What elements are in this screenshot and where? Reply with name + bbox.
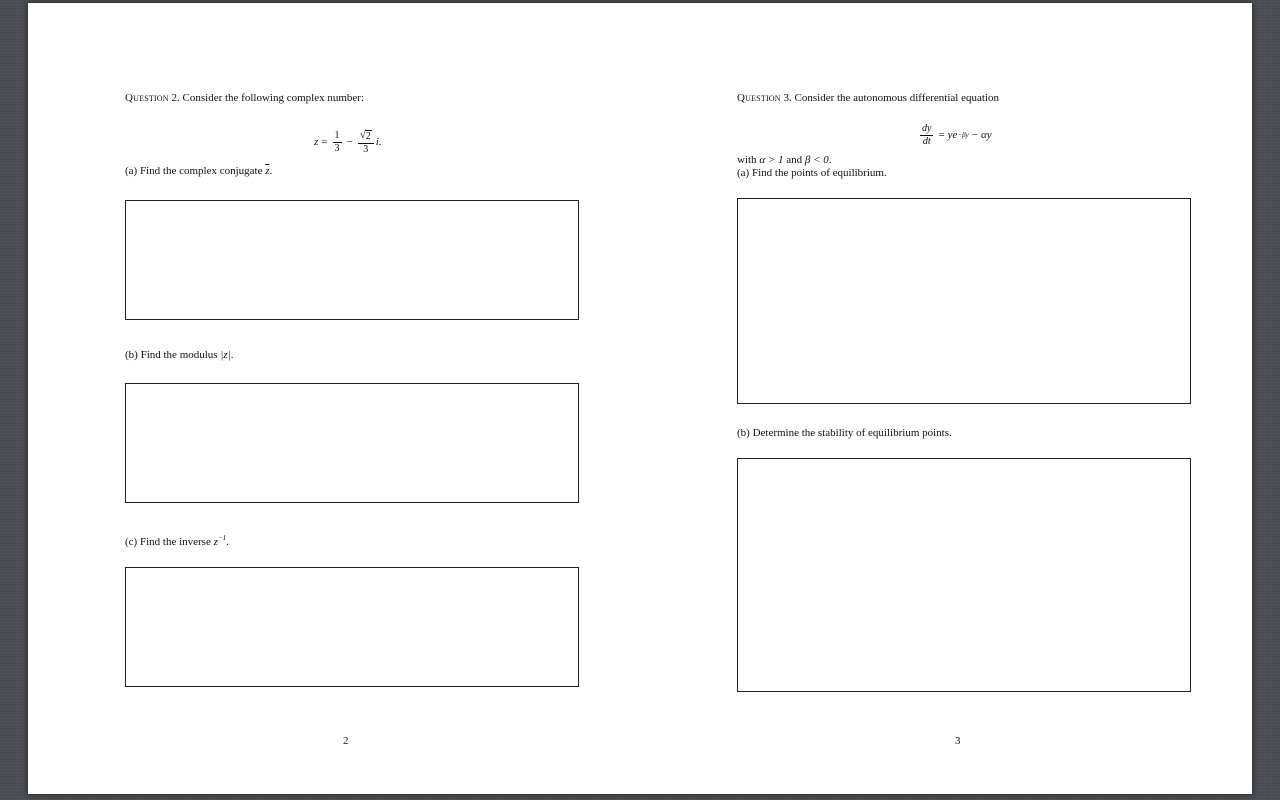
- eq-equals: =: [321, 136, 328, 148]
- eq-fraction-2: [358, 130, 374, 155]
- part-c-exponent: −1: [217, 534, 227, 542]
- eq-exponent: −βy: [957, 131, 969, 139]
- complex-number-equation: [314, 130, 382, 155]
- eq-frac1-numerator: 1: [334, 130, 340, 141]
- part-c-symbol: z: [213, 536, 218, 548]
- sqrt-sign: √: [359, 129, 366, 141]
- question-text: Consider the autonomous differential equation: [794, 92, 999, 104]
- answer-box-2c[interactable]: [125, 567, 579, 687]
- part-c-suffix: .: [226, 536, 229, 548]
- question-2-heading: [125, 91, 364, 105]
- part-b-left: [125, 348, 233, 362]
- page-number-left: 2: [343, 735, 349, 747]
- condition-beta: β < 0: [804, 154, 829, 166]
- question-label: Question: [125, 92, 169, 104]
- part-c-left: [125, 531, 229, 549]
- question-label: Question: [737, 92, 781, 104]
- eq-frac2-numerator: [358, 130, 374, 144]
- eq-frac2-denominator: 3: [363, 144, 369, 155]
- part-c-prefix: (c) Find the inverse: [125, 536, 214, 548]
- eq-suffix: i.: [375, 136, 382, 148]
- eq-derivative: [920, 124, 933, 147]
- eq-derivative-numerator: dy: [922, 123, 932, 134]
- condition-line: [737, 153, 832, 167]
- eq-frac1-denominator: 3: [334, 143, 340, 154]
- page-number-right: 3: [955, 735, 961, 747]
- eq-sqrt: [360, 130, 372, 142]
- part-a-prefix: (a) Find the complex conjugate: [125, 165, 266, 177]
- condition-suffix: .: [828, 154, 832, 166]
- part-b-prefix: (b) Find the modulus: [125, 349, 221, 361]
- differential-equation: [918, 124, 992, 147]
- answer-box-2b[interactable]: [125, 383, 579, 503]
- condition-alpha: α > 1: [759, 154, 784, 166]
- eq-term1: ye: [947, 129, 958, 141]
- sqrt-argument: 2: [365, 131, 371, 142]
- condition-and: and: [783, 154, 805, 166]
- eq-minus: −: [971, 129, 978, 141]
- eq-fraction-1: [333, 131, 342, 154]
- question-text: Consider the following complex number:: [182, 92, 364, 104]
- part-a-right: (a) Find the points of equilibrium.: [737, 167, 887, 179]
- part-a-left: [125, 164, 272, 178]
- document-spread: [28, 3, 1252, 794]
- part-b-suffix: .: [230, 349, 234, 361]
- eq-equals: =: [938, 129, 945, 141]
- question-number: 3.: [783, 92, 792, 104]
- eq-derivative-denominator: dt: [922, 136, 931, 147]
- answer-box-2a[interactable]: [125, 200, 579, 320]
- answer-box-3a[interactable]: [737, 198, 1191, 404]
- part-b-symbol: |z|: [220, 349, 231, 361]
- part-b-right: (b) Determine the stability of equilibrium points.: [737, 427, 952, 439]
- question-3-heading: [737, 91, 999, 105]
- eq-minus: −: [346, 136, 353, 148]
- answer-box-3b[interactable]: [737, 458, 1191, 692]
- part-a-symbol: $\overline{z}$: [265, 165, 270, 177]
- part-a-suffix: .: [269, 165, 273, 177]
- question-number: 2.: [171, 92, 180, 104]
- eq-lhs: z: [314, 136, 319, 148]
- eq-term2: αy: [980, 129, 992, 141]
- condition-prefix: with: [737, 154, 760, 166]
